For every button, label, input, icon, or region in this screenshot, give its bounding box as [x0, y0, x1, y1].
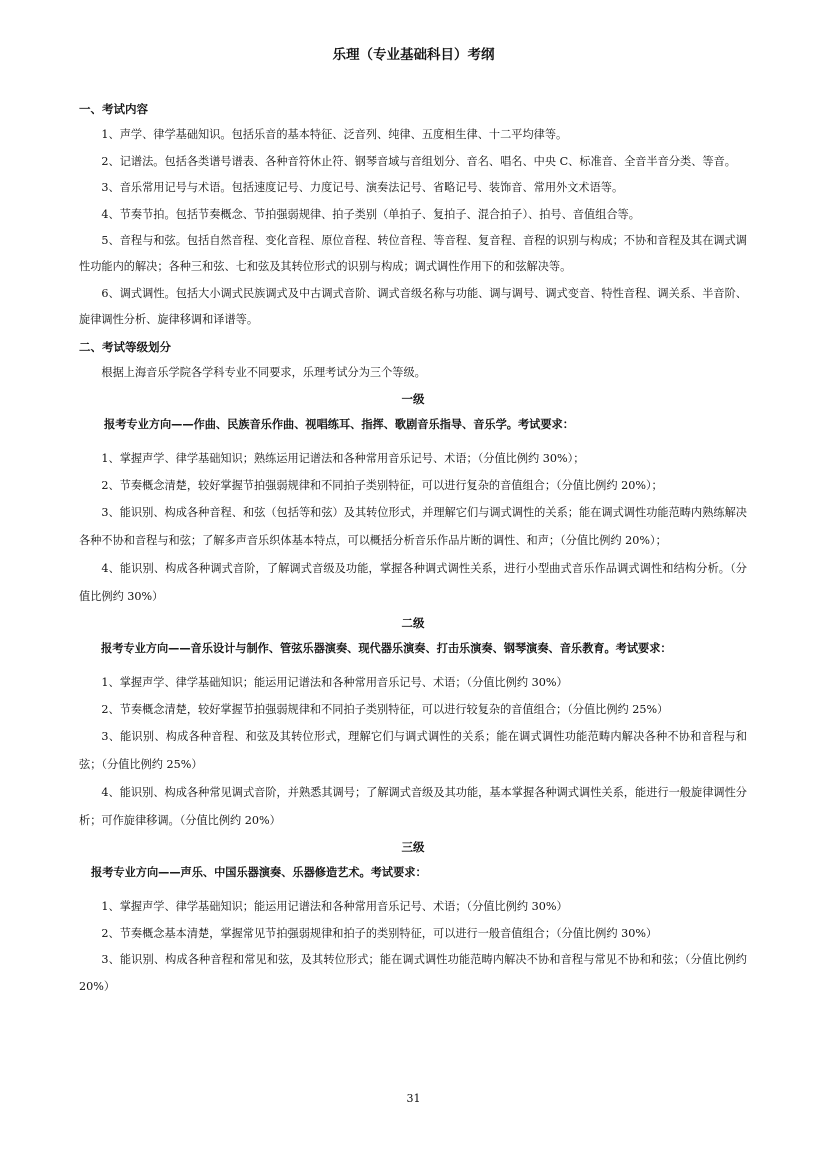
document-title: 乐理（专业基础科目）考纲 [332, 47, 495, 63]
section-heading-levels: 二、考试等级划分 [79, 339, 171, 354]
spacer [79, 438, 747, 446]
level-heading: 二级 [401, 616, 425, 631]
level-heading: 三级 [401, 840, 425, 855]
spacer [79, 662, 747, 670]
content-item: 6、调式调性。包括大小调式民族调式及中古调式音阶、调式音级名称与功能、调与调号、调式变音、特性音程、调关系、半音阶、旋律调性分析、旋律移调和译谱等。 [79, 286, 747, 327]
level-heading: 一级 [401, 392, 425, 407]
requirement-item: 1、掌握声学、律学基础知识；能运用记谱法和各种常用音乐记号、术语；（分值比例约 30%） [101, 900, 568, 914]
level-direction: 报考专业方向——声乐、中国乐器演奏、乐器修造艺术。考试要求： [91, 866, 427, 880]
section-intro: 根据上海音乐学院各学科专业不同要求，乐理考试分为三个等级。 [101, 366, 426, 380]
requirement-item: 3、能识别、构成各种音程和常见和弦，及其转位形式；能在调式调性功能范畴内解决不协和音程与常见不协和和弦；（分值比例约 20%） [79, 953, 747, 993]
level-direction: 报考专业方向——音乐设计与制作、管弦乐器演奏、现代器乐演奏、打击乐演奏、钢琴演奏、音乐教育。考试要求： [101, 642, 672, 656]
requirement-item: 2、节奏概念清楚，较好掌握节拍强弱规律和不同拍子类别特征，可以进行较复杂的音值组合；（分值比例约 25%） [101, 702, 669, 716]
requirement-item: 4、能识别、构成各种常见调式音阶，并熟悉其调号；了解调式音级及其功能，基本掌握各种调式调性关系，能进行一般旋律调性分析；可作旋律移调。（分值比例约 20%） [79, 785, 747, 827]
section-heading-content: 一、考试内容 [79, 102, 148, 116]
requirement-item: 1、掌握声学、律学基础知识；能运用记谱法和各种常用音乐记号、术语；（分值比例约 30%） [101, 676, 568, 690]
requirement-item: 4、能识别、构成各种调式音阶，了解调式音级及功能，掌握各种调式调性关系，进行小型曲式音乐作品调式调性和结构分析。（分值比例约 30%） [79, 561, 747, 603]
page-number: 31 [406, 1092, 421, 1105]
requirement-item: 2、节奏概念基本清楚，掌握常见节拍强弱规律和拍子的类别特征，可以进行一般音值组合；（分值比例约 30%） [101, 926, 658, 940]
content-item: 1、声学、律学基础知识。包括乐音的基本特征、泛音列、纯律、五度相生律、十二平均律等。 [101, 128, 568, 142]
spacer [79, 886, 747, 894]
requirement-item: 3、能识别、构成各种音程、和弦及其转位形式，理解它们与调式调性的关系；能在调式调性功能范畴内解决各种不协和音程与和弦；（分值比例约 25%） [79, 730, 747, 772]
content-item: 4、节奏节拍。包括节奏概念、节拍强弱规律、拍子类别（单拍子、复拍子、混合拍子）、拍号、音值组合等。 [101, 207, 640, 221]
content-item: 2、记谱法。包括各类谱号谱表、各种音符休止符、钢琴音域与音组划分、音名、唱名、中央 C、标准音、全音半音分类、等音。 [101, 154, 736, 168]
content-item: 5、音程与和弦。包括自然音程、变化音程、原位音程、转位音程、等音程、复音程、音程的识别与构成；不协和音程及其在调式调性功能内的解决；各种三和弦、七和弦及其转位形式的识别与构成；调式调性作用下的和弦解决等。 [79, 234, 747, 274]
content-item: 3、音乐常用记号与术语。包括速度记号、力度记号、演奏法记号、省略记号、装饰音、常用外文术语等。 [101, 181, 624, 195]
document-body [79, 96, 747, 1000]
requirement-item: 3、能识别、构成各种音程、和弦（包括等和弦）及其转位形式，并理解它们与调式调性的关系；能在调式调性功能范畴内熟练解决各种不协和音程与和弦；了解多声音乐织体基本特点，可以概括分析音乐作品片断的调性、和声；（分值比例约 20%）； [79, 506, 747, 548]
requirement-item: 2、节奏概念清楚，较好掌握节拍强弱规律和不同拍子类别特征，可以进行复杂的音值组合；（分值比例约 20%）； [101, 478, 663, 492]
requirement-item: 1、掌握声学、律学基础知识；熟练运用记谱法和各种常用音乐记号、术语；（分值比例约 30%）； [101, 452, 585, 466]
level-direction: 报考专业方向——作曲、民族音乐作曲、视唱练耳、指挥、歌剧音乐指导、音乐学。考试要求： [104, 418, 574, 432]
